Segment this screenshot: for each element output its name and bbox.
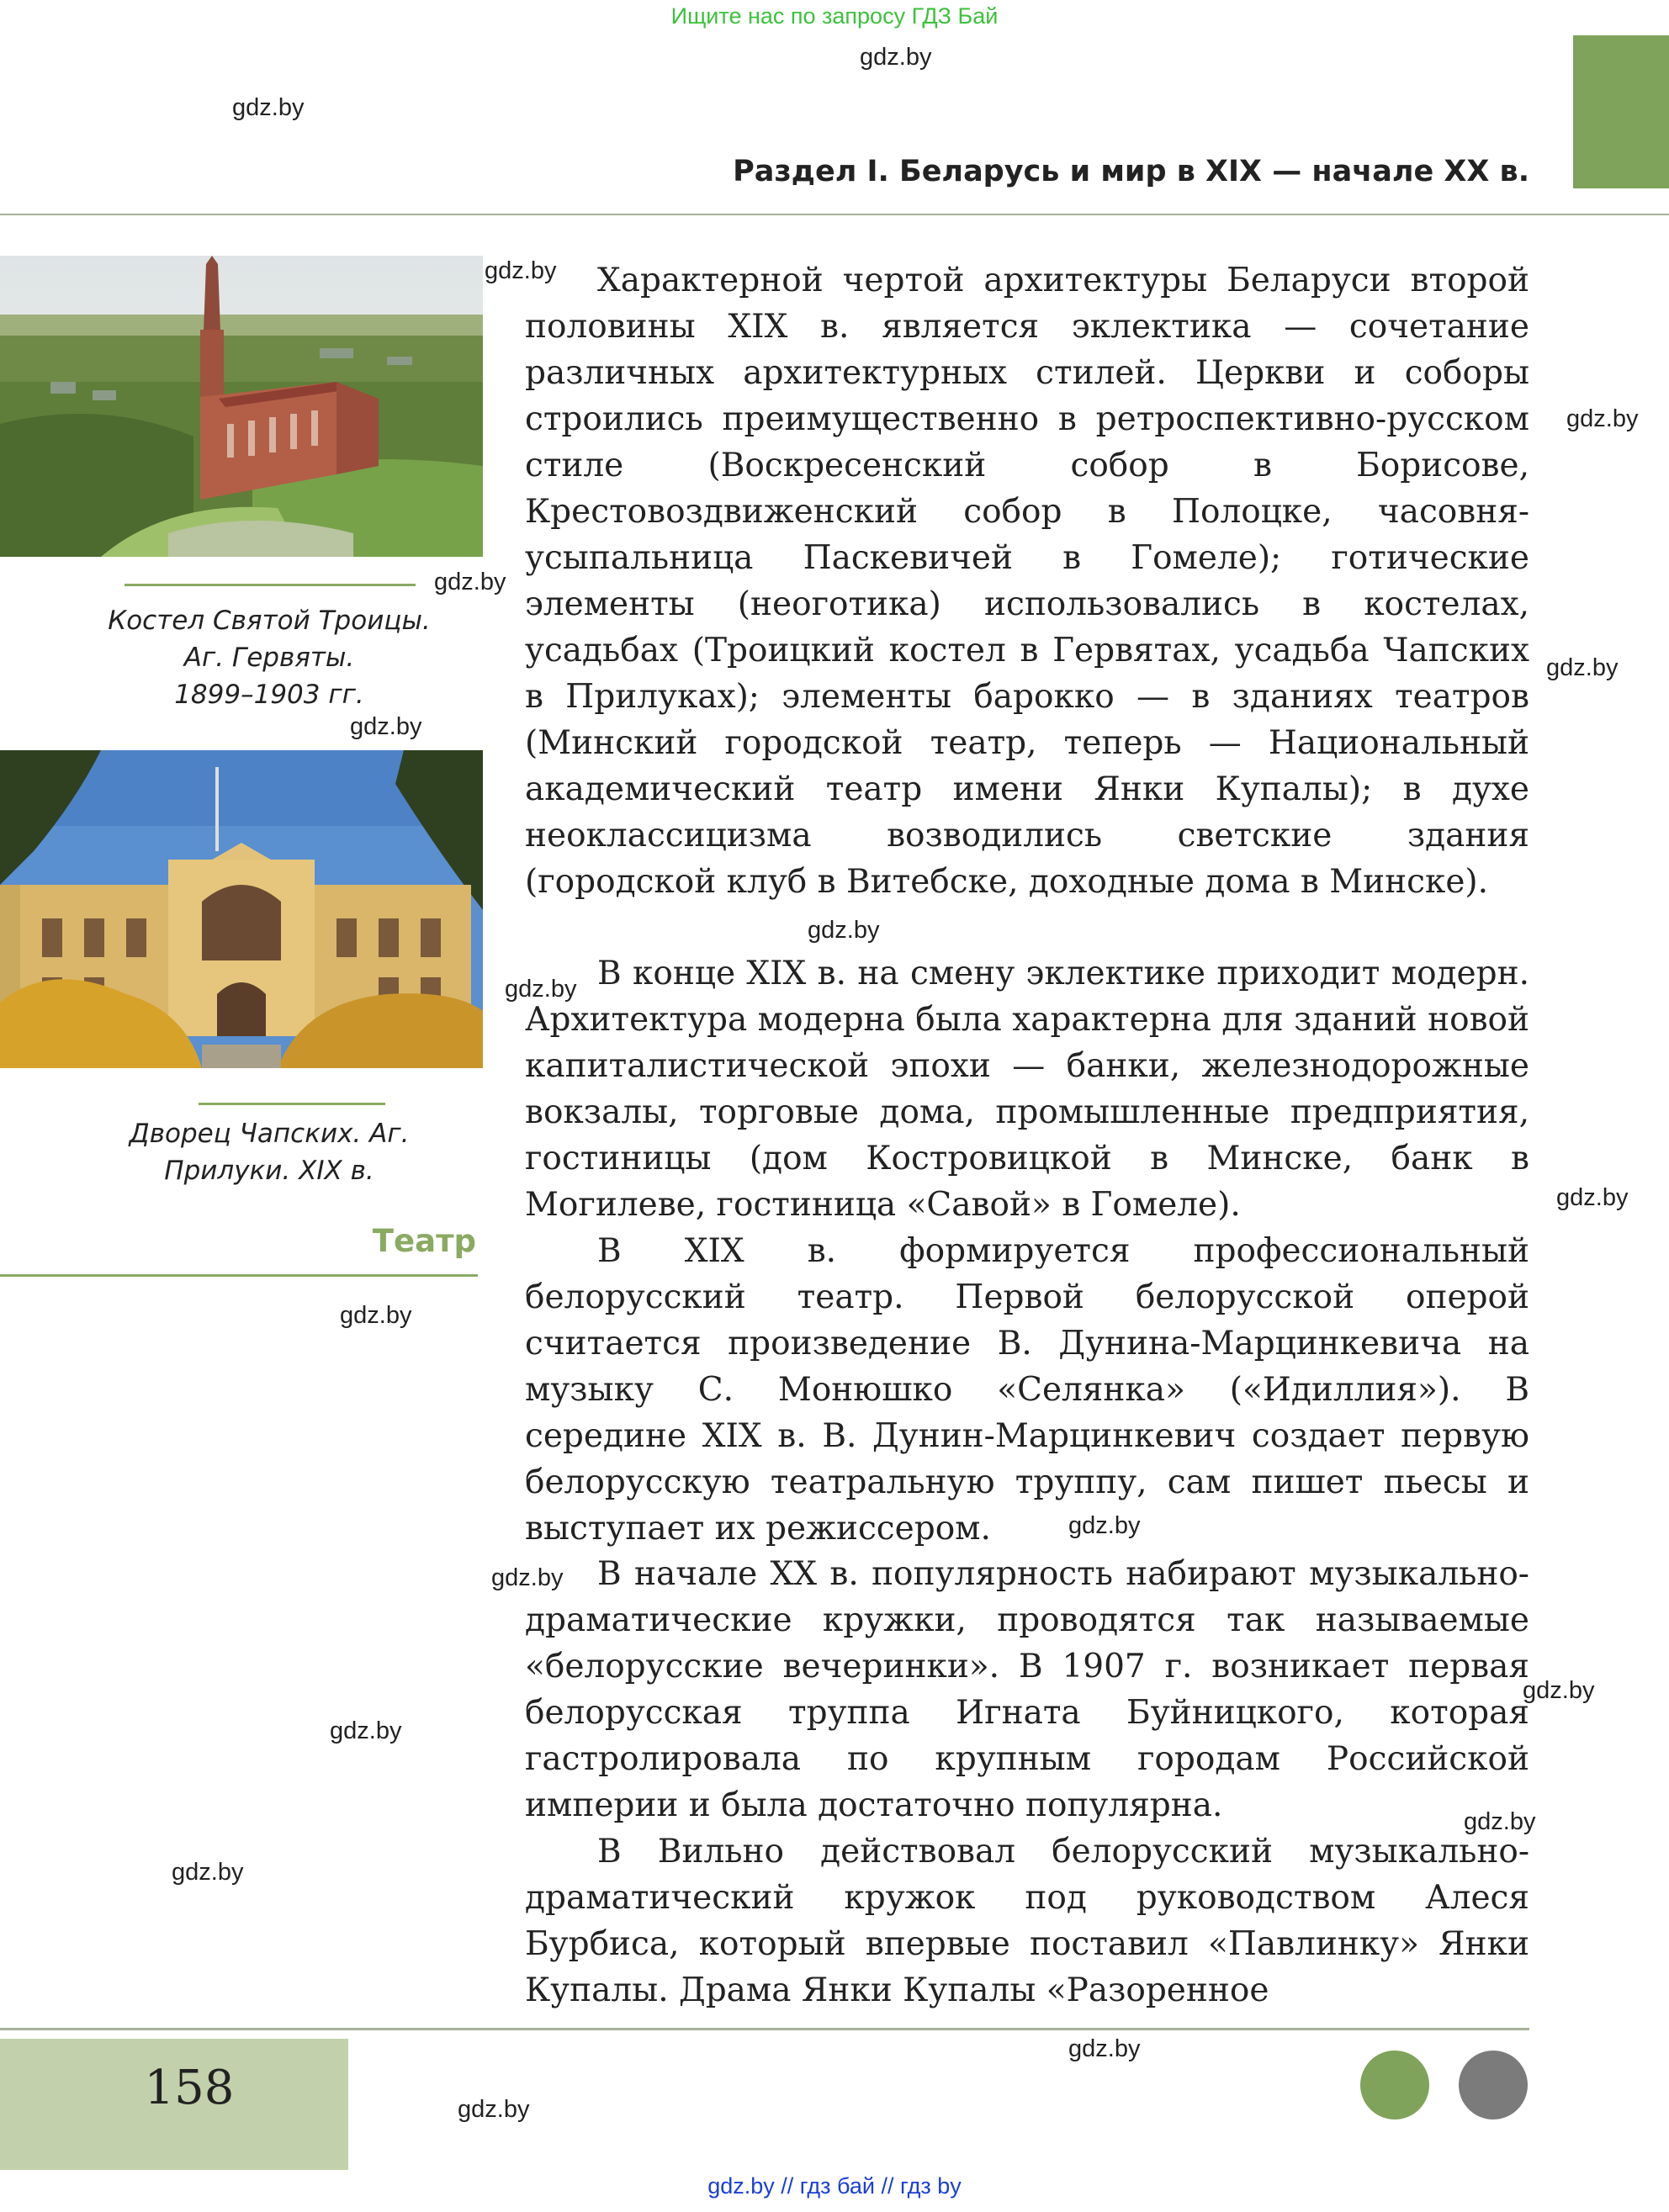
- header-divider: [0, 214, 1669, 215]
- watermark: gdz.by: [350, 713, 422, 740]
- watermark: gdz.by: [1068, 2035, 1141, 2062]
- sidebar-heading-theatre: Театр: [372, 1223, 476, 1259]
- watermark: gdz.by: [1566, 405, 1639, 432]
- watermark: gdz.by: [1523, 1677, 1595, 1704]
- watermark: gdz.by: [434, 569, 506, 595]
- paragraph-text: В конце XIX в. на смену эклектике приходит модерн. Архитектура модерна была характерна для зданий новой капиталистической эпохи — банки, железнодорожные вокзалы, торговые дома, промышленные предприятия, гостиницы (дом Костровицкой в Минске, банк в Могилеве, гостиница «Савой» в Гомеле).: [525, 955, 1529, 1224]
- page-number: 158: [144, 2061, 235, 2115]
- watermark: gdz.by: [1546, 654, 1619, 681]
- grey-dot: [1459, 2051, 1528, 2119]
- paragraph-text: В XIX в. формируется профессиональный белорусский театр. Первой белорусской оперой считается произведение В. Дунина-Марцинкевича на музыку С. Монюшко «Селянка» («Идиллия»). В середине XIX в. В. Дунин-Марцинкевич создает первую белорусскую театральную труппу, сам пишет пьесы и выступает их режиссером.: [525, 1232, 1529, 1548]
- footer-links[interactable]: gdz.by // гдз бай // гдз by: [707, 2173, 962, 2199]
- watermark: gdz.by: [808, 917, 880, 944]
- caption-line: Костел Святой Троицы.: [108, 606, 431, 636]
- watermark: gdz.by: [458, 2096, 530, 2123]
- watermark: gdz.by: [491, 1564, 564, 1591]
- watermark: gdz.by: [505, 976, 577, 1003]
- top-banner: Ищите нас по запросу ГДЗ Бай: [670, 3, 999, 29]
- palace-photo: [0, 750, 483, 1068]
- paragraph-architecture: [525, 257, 1529, 905]
- watermark: gdz.by: [1556, 1184, 1629, 1211]
- watermark: gdz.by: [340, 1302, 412, 1329]
- caption-rule: [199, 1103, 385, 1105]
- church-photo: [0, 256, 483, 557]
- watermark: gdz.by: [1068, 1512, 1141, 1539]
- caption-line: 1899–1903 гг.: [174, 680, 364, 710]
- corner-color-tab: [1573, 35, 1669, 188]
- paragraph-modern: [525, 950, 1529, 1228]
- watermark: gdz.by: [1464, 1808, 1536, 1835]
- section-title: Раздел I. Беларусь и мир в XIX — начале XX в.: [733, 155, 1529, 188]
- caption-line: Дворец Чапских. Аг.: [129, 1119, 410, 1149]
- watermark: gdz.by: [860, 44, 932, 71]
- paragraph-text: Характерной чертой архитектуры Беларуси второй половины XIX в. является эклектика — сочетание различных архитектурных стилей. Церкви и соборы строились преимущественно в ретроспективно-русском стиле (Воскресенский собор в Борисове, Крестовоздвиженский собор в Полоцке, часовня-усыпальница Паскевичей в Гомеле); готические элементы (неоготика) использовались в костелах, усадьбах (Троицкий костел в Гервятах, усадьба Чапских в Прилуках); элементы барокко — в зданиях театров (Минский городской театр, теперь — Национальный академический театр имени Янки Купалы); в духе неоклассицизма возводились светские здания (городской клуб в Витебске, доходные дома в Минске).: [525, 262, 1529, 901]
- watermark: gdz.by: [172, 1859, 244, 1886]
- paragraph-vilno: [525, 1828, 1529, 2014]
- figure-caption: [50, 602, 488, 713]
- figure-caption: [50, 1115, 488, 1189]
- green-dot: [1360, 2051, 1429, 2119]
- paragraph-text: В Вильно действовал белорусский музыкально-драматический кружок под руководством Алеся Бурбиса, который впервые поставил «Павлинку» Янки Купалы. Драма Янки Купалы «Разоренное: [525, 1833, 1529, 2009]
- footer-divider: [0, 2028, 1529, 2030]
- watermark: gdz.by: [232, 94, 305, 121]
- caption-rule: [125, 584, 416, 586]
- sidebar-heading-rule: [0, 1274, 478, 1277]
- caption-line: Аг. Гервяты.: [183, 643, 355, 673]
- watermark: gdz.by: [330, 1717, 402, 1744]
- watermark: gdz.by: [485, 257, 557, 284]
- caption-line: Прилуки. XIX в.: [164, 1156, 374, 1186]
- paragraph-circles: [525, 1551, 1529, 1828]
- paragraph-text: В начале XX в. популярность набирают музыкально-драматические кружки, проводятся так называемые «белорусские вечеринки». В 1907 г. возникает первая белорусская труппа Игната Буйницкого, которая гастролировала по крупным городам Российской империи и была достаточно популярна.: [525, 1555, 1529, 1824]
- paragraph-theatre: [525, 1228, 1529, 1552]
